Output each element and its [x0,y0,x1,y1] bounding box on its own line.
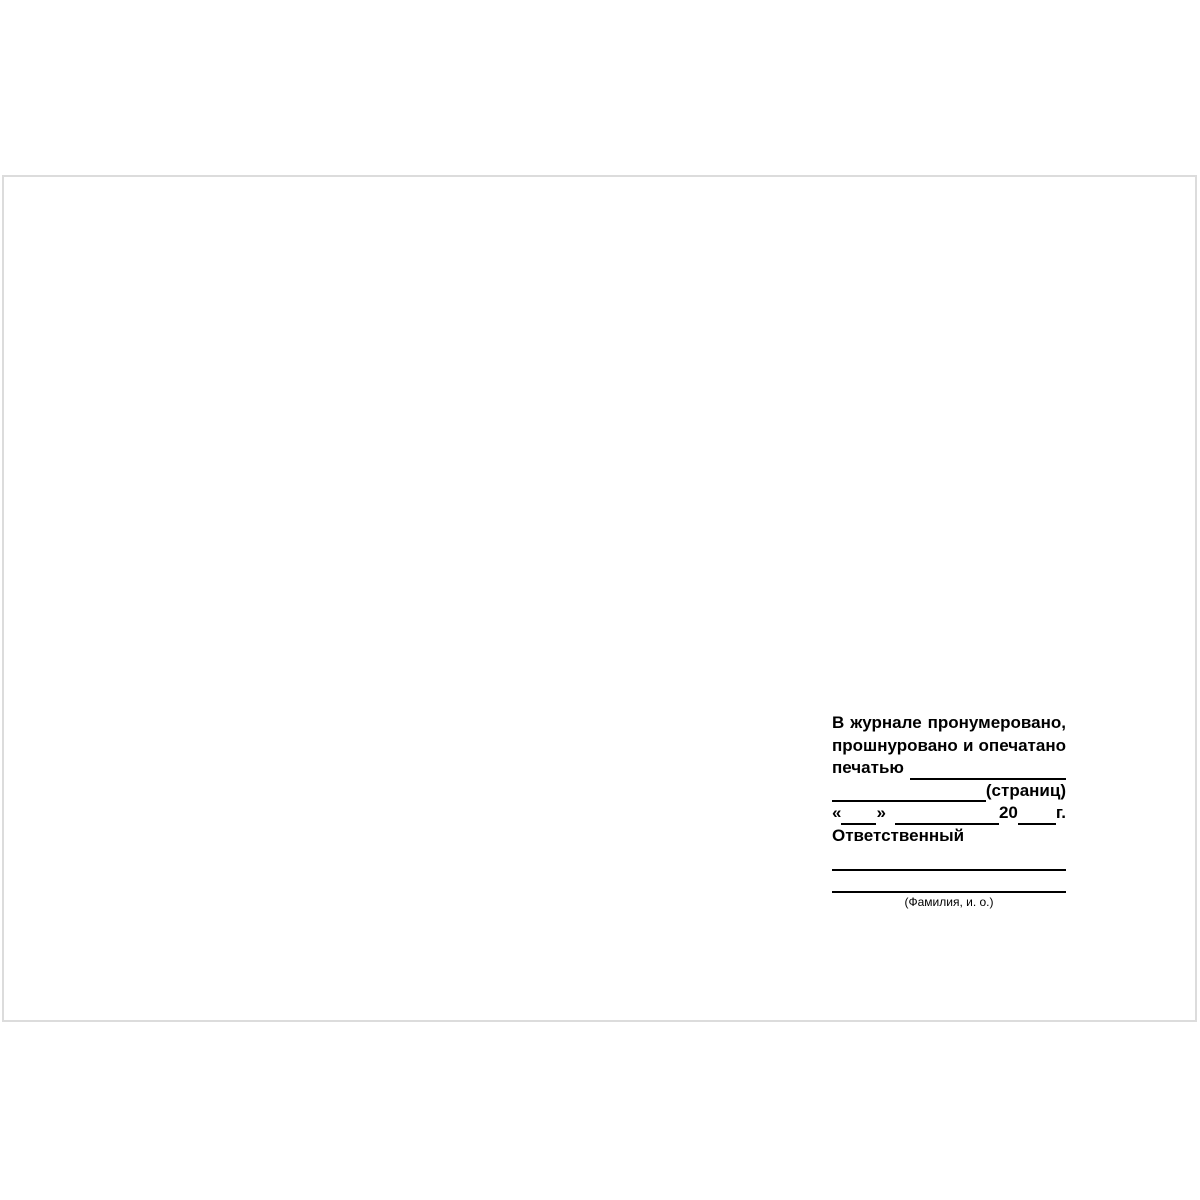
month-blank-field [895,806,999,825]
certification-line-seal [832,757,1066,780]
responsible-label: Ответственный [832,825,965,845]
certification-block [832,712,1066,909]
signature-line-2 [832,891,1066,893]
date-open-quote: « [832,803,842,823]
signature-line-1 [832,869,1066,871]
certification-line-pages [832,780,1066,803]
day-blank-field [841,806,876,825]
pages-suffix-label: (страниц) [985,780,1066,800]
certification-line-2: прошнуровано и опечатано [832,735,1066,755]
year-prefix-label: 20 [998,803,1018,823]
seal-blank-field [910,761,1066,780]
year-blank-field [1018,806,1056,825]
signature-caption: (Фамилия, и. о.) [904,894,994,909]
seal-label: печатью [832,758,904,778]
date-close-quote: » [876,803,886,823]
certification-line-1: В журнале пронумеровано, [832,713,1066,732]
year-suffix-label: г. [1055,803,1066,823]
pages-count-blank-field [832,783,986,802]
certification-line-date [832,802,1066,825]
